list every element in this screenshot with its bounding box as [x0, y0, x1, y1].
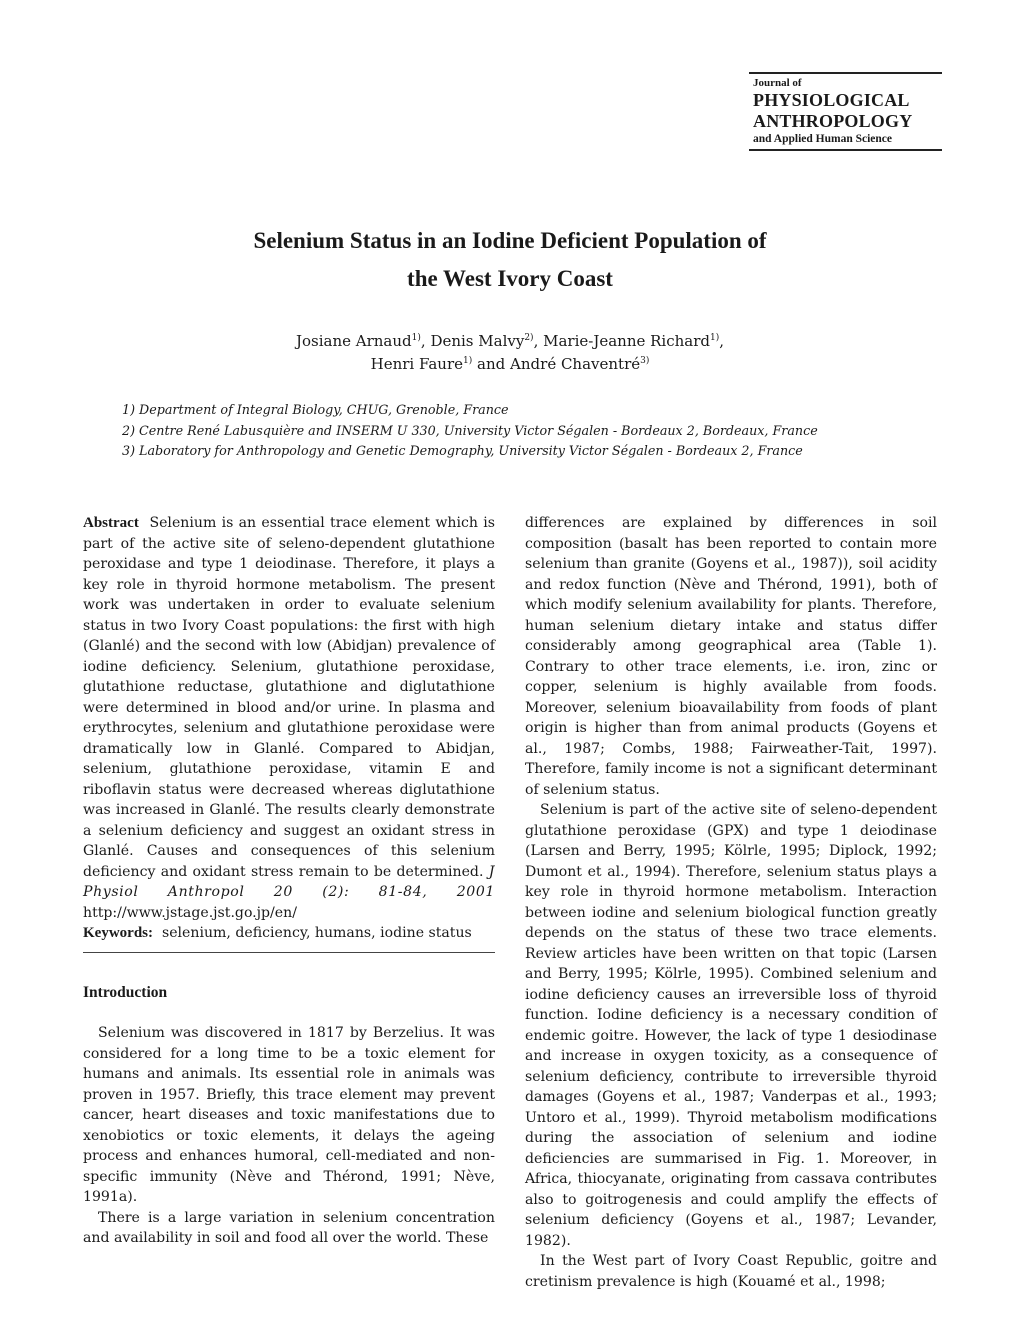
author-affil-mark: 1): [411, 333, 421, 343]
affiliations: [100, 400, 1020, 462]
keywords-label: Keywords:: [83, 925, 153, 941]
author-name: Marie-Jeanne Richard: [543, 332, 710, 350]
body-paragraph-3: In the West part of Ivory Coast Republic, goitre and cretinism prevalence is high (Kouamé et al., 1998;: [525, 1253, 937, 1290]
author-name: Henri Faure: [370, 355, 464, 373]
journal-masthead: [749, 72, 942, 151]
journal-name-line1: PHYSIOLOGICAL: [753, 90, 910, 110]
right-column: [525, 513, 937, 1292]
author-line-2: [100, 353, 920, 376]
title-line-1: Selenium Status in an Iodine Deficient Population of: [253, 228, 767, 253]
author-name: André Chaventré: [510, 355, 641, 373]
abstract-text: Selenium is an essential trace element which is part of the active site of seleno-dependent glutathione peroxidase and type 1 deiodinase. Therefore, it plays a key role in thyroid hormone metabolism. The present work was undertaken in order to evaluate selenium status in two Ivory Coast populations: the first with high (Glanlé) and the second with low (Abidjan) prevalence of iodine deficiency. Selenium, glutathione peroxidase, glutathione reductase, glutathione and diglutathione were determined in blood and/or urine. In plasma and erythrocytes, selenium and glutathione peroxidase were dramatically low in Glanlé. Compared to Abidjan, selenium, glutathione peroxidase, vitamin E and riboflavin status were decreased whereas diglutathione was increased in Glanlé. The results clearly demonstrate a selenium deficiency and suggest an oxidant stress in Glanlé. Causes and consequences of this selenium deficiency and oxidant stress remain to be determined.: [83, 515, 495, 880]
author-conjunction: and: [477, 355, 506, 373]
affiliation-2: 2) Centre René Labusquière and INSERM U 330, University Victor Ségalen - Bordeaux 2, Bordeaux, France: [122, 422, 818, 438]
paper-title: [100, 222, 920, 298]
author-name: Denis Malvy: [430, 332, 525, 350]
intro-paragraph-1: Selenium was discovered in 1817 by Berzelius. It was considered for a long time to be a toxic element for humans and animals. Its essential role in animals was proven in 1957. Briefly, this trace element may prevent cancer, heart diseases and toxic manifestations due to xenobiotics or toxic elements, it delays the ageing process and enhances humoral, cell-mediated and non-specific immunity (Nève and Thérond, 1991; Nève, 1991a).: [83, 1025, 495, 1205]
author-affil-mark: 2): [524, 333, 534, 343]
body-paragraph-2: Selenium is part of the active site of seleno-dependent glutathione peroxidase (GPX) and type 1 deiodinase (Larsen and Berry, 1995; Kölrle, 1995; Diplock, 1992; Dumont et al., 1994). Therefore, selenium status plays a key role in thyroid hormone metabolism. Interaction between iodine and selenium biological function greatly depends on the status of these two trace elements. Review articles have been written on that topic (Larsen and Berry, 1995; Kölrle, 1995). Combined selenium and iodine deficiency causes an irreversible loss of thyroid function. Iodine deficiency is a necessary condition of endemic goitre. However, the lack of type 1 desiodinase and increase in oxygen toxicity, as a consequence of selenium deficiency, contribute to irreversible thyroid damages (Goyens et al., 1987; Vanderpas et al., 1993; Untoro et al., 1999). Thyroid metabolism modifications during the association of selenium and iodine deficiencies are summarised in Fig. 1. Moreover, in Africa, thiocyanate, originating from cassava contributes also to goitrogenesis and could amplify the effects of selenium deficiency (Goyens et al., 1987; Levander, 1982).: [525, 802, 937, 1249]
author-affil-mark: 3): [640, 356, 650, 366]
author-affil-mark: 1): [463, 356, 473, 366]
abstract-label: Abstract: [83, 515, 139, 531]
author-affil-mark: 1): [710, 333, 720, 343]
affiliation-1: 1) Department of Integral Biology, CHUG, Grenoble, France: [122, 402, 509, 417]
journal-name-line2: ANTHROPOLOGY: [753, 111, 913, 131]
left-column: [83, 513, 495, 1249]
abstract: [83, 513, 495, 923]
keywords: [83, 923, 495, 953]
body-paragraph-1: differences are explained by differences in soil composition (basalt has been reported to contain more selenium than granite (Goyens et al., 1987)), soil acidity and redox function (Nève and Thérond, 1991), both of which modify selenium availability for plants. Therefore, human selenium dietary intake and status differ considerably among geographical area (Table 1). Contrary to other trace elements, i.e. iron, zinc or copper, selenium is highly available from foods. Moreover, selenium bioavailability from foods of plant origin is higher than from animal products (Goyens et al., 1987; Combs, 1988; Fairweather-Tait, 1997). Therefore, family income is not a significant determinant of selenium status.: [525, 515, 937, 798]
journal-citation: J Physiol Anthropol 20 (2): 81-84, 2001: [83, 863, 495, 900]
author-line-1: Josiane Arnaud$^{1)}$, Denis Malvy$^{2)}$, Marie-Jeanne Richard$^{1)}$,: [295, 332, 725, 350]
author-list: [100, 330, 920, 376]
intro-paragraph-2: There is a large variation in selenium concentration and availability in soil and food all over the world. These: [83, 1209, 495, 1246]
journal-of: Journal of: [753, 77, 802, 89]
section-heading-introduction: Introduction: [83, 983, 168, 1001]
keywords-text: selenium, deficiency, humans, iodine status: [161, 925, 472, 941]
affiliation-3: 3) Laboratory for Anthropology and Genetic Demography, University Victor Ségalen - Bordeaux 2, France: [122, 443, 803, 458]
author-name: Josiane Arnaud: [295, 332, 412, 350]
journal-subtitle: and Applied Human Science: [753, 133, 892, 145]
journal-url[interactable]: http://www.jstage.jst.go.jp/en/: [83, 904, 297, 921]
title-line-2: the West Ivory Coast: [407, 266, 613, 291]
